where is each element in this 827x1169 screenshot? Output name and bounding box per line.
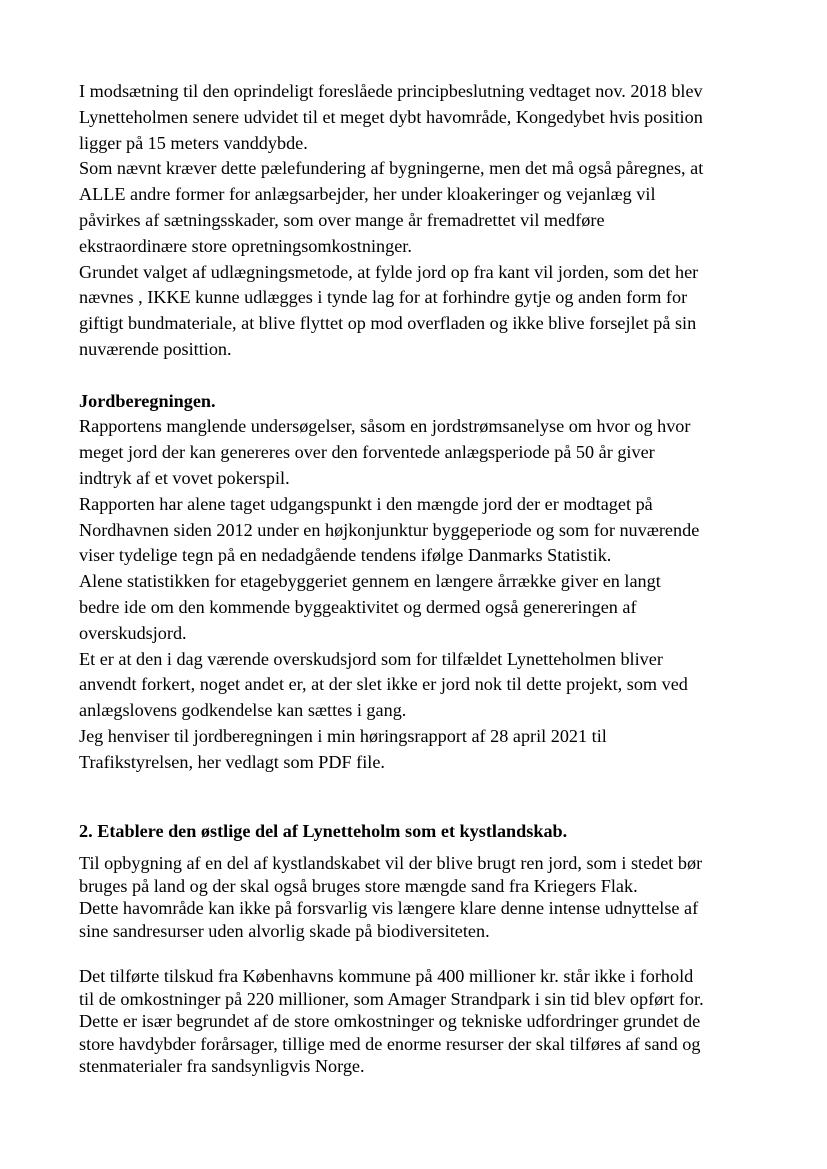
text-line: Rapporten har alene taget udgangspunkt i den mængde jord der er modtaget på	[79, 493, 653, 514]
text-line: Det tilførte tilskud fra Københavns kommune på 400 millioner kr. står ikke i forhold	[79, 965, 694, 986]
text-line: Alene statistikken for etagebyggeriet gennem en længere årrække giver en langt	[79, 571, 661, 592]
body-text-bottom	[79, 852, 769, 1078]
text-line: Som nævnt kræver dette pælefundering af bygningerne, men det må også påregnes, at	[79, 158, 704, 179]
text-line: store havdybder forårsager, tillige med de enorme resurser der skal tilføres af sand og	[79, 1033, 701, 1054]
text-line: overskudsjord.	[79, 622, 187, 643]
text-line: giftigt bundmateriale, at blive flyttet op mod overfladen og ikke blive forsejlet på sin	[79, 313, 697, 334]
text-line: Nordhavnen siden 2012 under en højkonjunktur byggeperiode og som for nuværende	[79, 519, 700, 540]
text-line: ligger på 15 meters vanddybde.	[79, 132, 308, 153]
text-line: Et er at den i dag værende overskudsjord som for tilfældet Lynetteholmen bliver	[79, 648, 663, 669]
text-line: anvendt forkert, noget andet er, at der slet ikke er jord nok til dette projekt, som ved	[79, 674, 688, 695]
text-line: Til opbygning af en del af kystlandskabet vil der blive brugt ren jord, som i stedet bør	[79, 853, 703, 873]
text-line: bruges på land og der skal også bruges store mængde sand fra Kriegers Flak.	[79, 875, 638, 896]
jordberegningen-heading: Jordberegningen.	[79, 390, 216, 411]
section-2-heading: 2. Etablere den østlige del af Lynetteholm som et kystlandskab.	[79, 821, 568, 841]
text-line: ALLE andre former for anlægsarbejder, her under kloakeringer og vejanlæg vil	[79, 184, 656, 205]
text-line: bedre ide om den kommende byggeaktivitet og dermed også genereringen af	[79, 596, 637, 617]
text-line: ekstraordinære store opretningsomkostninger.	[79, 235, 412, 256]
paragraph-spacer	[79, 363, 769, 389]
body-text-top	[79, 79, 769, 776]
text-line: anlægslovens godkendelse kan sættes i gang.	[79, 700, 407, 721]
text-line: I modsætning til den oprindeligt foreslåede principbeslutning vedtaget nov. 2018 blev	[79, 81, 703, 101]
paragraph-spacer	[79, 942, 769, 965]
text-line: Dette er især begrundet af de store omkostninger og tekniske udfordringer grundet de	[79, 1011, 701, 1032]
text-line: meget jord der kan genereres over den forventede anlægsperiode på 50 år giver	[79, 442, 655, 463]
text-line: viser tydelige tegn på en nedadgående tendens ifølge Danmarks Statistik.	[79, 545, 612, 566]
text-line: sine sandresurser uden alvorlig skade på biodiversiteten.	[79, 920, 490, 941]
text-line: til de omkostninger på 220 millioner, som Amager Strandpark i sin tid blev opført for.	[79, 988, 704, 1009]
text-line: nævnes , IKKE kunne udlægges i tynde lag for at forhindre gytje og anden form for	[79, 287, 688, 308]
text-line: nuværende posittion.	[79, 338, 232, 359]
text-line: Jeg henviser til jordberegningen i min høringsrapport af 28 april 2021 til	[79, 725, 607, 746]
text-line: stenmaterialer fra sandsynligvis Norge.	[79, 1056, 365, 1077]
text-line: Trafikstyrelsen, her vedlagt som PDF file.	[79, 751, 385, 772]
text-line: Dette havområde kan ikke på forsvarlig vis længere klare denne intense udnyttelse af	[79, 898, 699, 919]
text-line: indtryk af et vovet pokerspil.	[79, 467, 290, 488]
text-line: Lynetteholmen senere udvidet til et meget dybt havområde, Kongedybet hvis position	[79, 106, 703, 127]
text-line: Rapportens manglende undersøgelser, såsom en jordstrømsanelyse om hvor og hvor	[79, 416, 691, 437]
text-line: Grundet valget af udlægningsmetode, at fylde jord op fra kant vil jorden, som det her	[79, 261, 699, 282]
text-line: påvirkes af sætningsskader, som over mange år fremadrettet vil medføre	[79, 209, 605, 230]
